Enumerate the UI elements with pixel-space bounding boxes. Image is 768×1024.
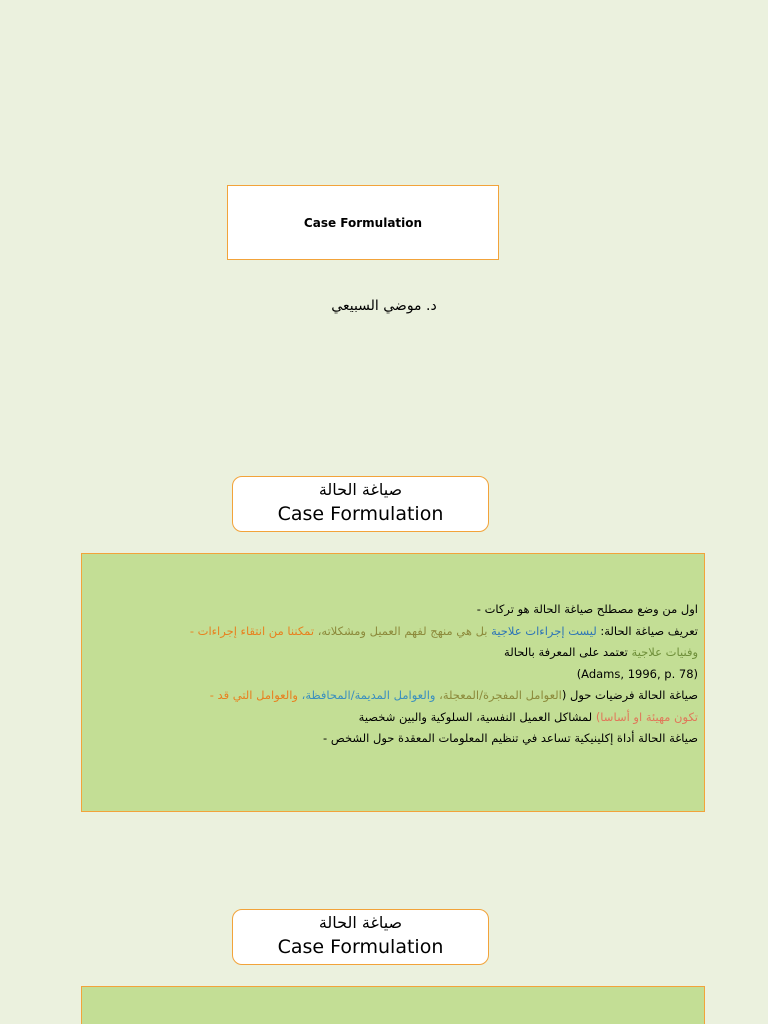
line-5-b: العوامل المفجرة/المعجلة، [439,688,562,702]
slide3-heading-box [232,909,489,965]
cover-title: Case Formulation [303,215,423,230]
line-2-c: بل هي منهج لفهم العميل ومشكلاته، [317,623,488,638]
slide3-heading-en: Case Formulation [277,936,444,958]
line-5-d: والعوامل التي قد - [209,688,298,702]
line-6 [86,707,698,729]
line-3 [86,642,698,664]
slide3-heading-ar: صياغة الحالة [318,913,403,932]
line-2 [86,621,698,643]
line-3-b: تعتمد على المعرفة بالحالة [504,645,628,659]
line-7: صياغة الحالة أداة إكلينيكية تساعد في تنظيم المعلومات المعقدة حول الشخص - [323,731,698,745]
line-6-a: تكون مهيئة او أساسا) [595,709,698,724]
line-2-a: تعريف صياغة الحالة: [600,623,698,638]
slide3-content-box [81,986,705,1024]
content-lines [86,599,698,750]
cover-title-box [227,185,499,260]
line-1: اول من وضع مصطلح صياغة الحالة هو تركات - [476,602,698,616]
slide2-content-box [81,553,705,812]
slide2-heading-box [232,476,489,532]
line-4-citation: (Adams, 1996, p. 78) [576,666,698,681]
line-4 [86,664,698,686]
line-2-d: تمكننا من انتقاء إجراءات - [189,623,315,638]
author-name: د. موضي السبيعي [331,298,437,314]
line-5-a: صياغة الحالة فرضيات حول ( [561,688,698,702]
line-5-c: والعوامل المديمة/المحافظة، [301,688,436,702]
line-6-b: لمشاكل العميل النفسية، السلوكية والبين شخصية [358,709,593,724]
line-2-b: ليست إجراءات علاجية [491,623,597,638]
slide2-heading-en: Case Formulation [277,503,444,525]
line-5 [86,685,698,707]
line-3-a: وفنيات علاجية [631,645,698,659]
slide2-heading-ar: صياغة الحالة [318,480,403,499]
